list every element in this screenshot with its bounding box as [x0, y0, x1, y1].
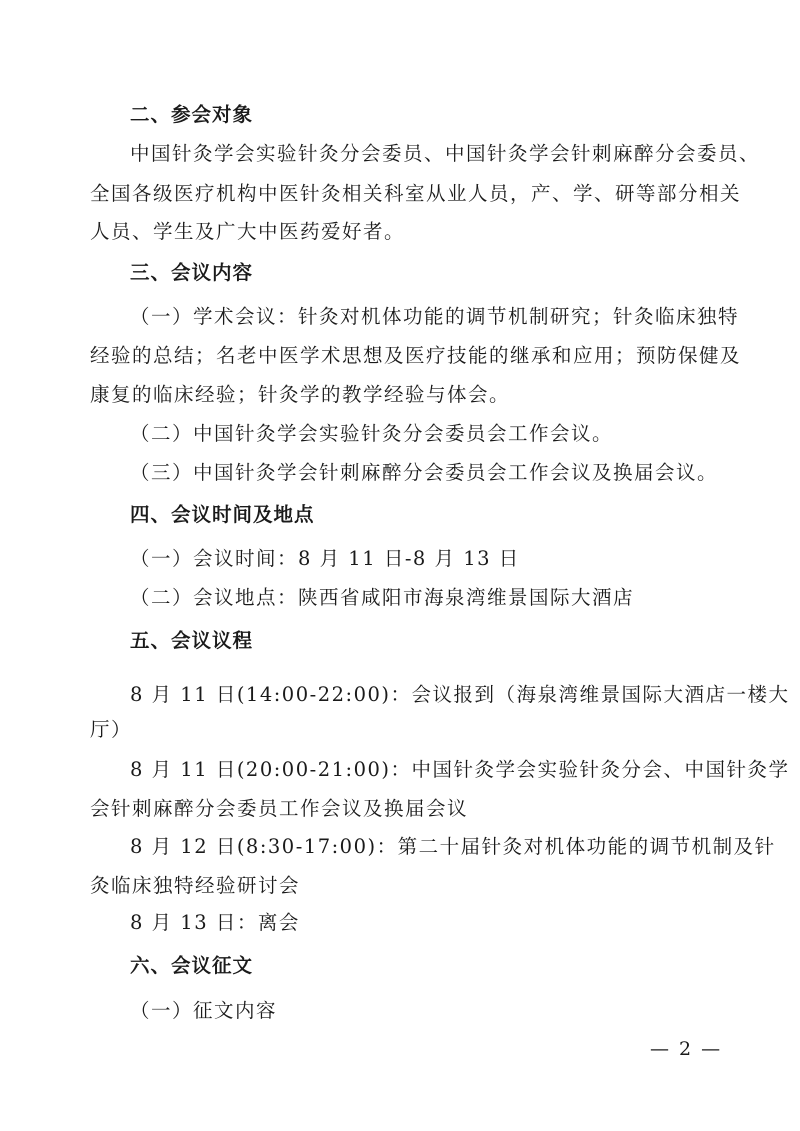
- paragraph-line: 8 月 11 日(20:00-21:00)：中国针灸学会实验针灸分会、中国针灸学: [130, 758, 790, 781]
- paragraph-line: 全国各级医疗机构中医针灸相关科室从业人员，产、学、研等部分相关: [90, 182, 742, 205]
- section-heading-agenda: 五、会议议程: [130, 629, 254, 652]
- paragraph-line: （二）会议地点：陕西省咸阳市海泉湾维景国际大酒店: [130, 586, 635, 609]
- paragraph-line: （二）中国针灸学会实验针灸分会委员会工作会议。: [130, 422, 614, 445]
- paragraph-line: 厅）: [90, 718, 133, 741]
- paragraph-line: 会针刺麻醉分会委员工作会议及换届会议: [90, 797, 469, 820]
- section-heading-attendees: 二、参会对象: [130, 103, 254, 126]
- paragraph-line: 人员、学生及广大中医药爱好者。: [90, 220, 406, 243]
- paragraph-line: 中国针灸学会实验针灸分会委员、中国针灸学会针刺麻醉分会委员、: [130, 142, 761, 165]
- paragraph-line: 8 月 13 日：离会: [130, 911, 300, 934]
- section-heading-time-place: 四、会议时间及地点: [130, 503, 315, 526]
- paragraph-line: （一）学术会议：针灸对机体功能的调节机制研究；针灸临床独特: [130, 305, 740, 328]
- paragraph-line: （一）会议时间：8 月 11 日-8 月 13 日: [130, 547, 520, 570]
- paragraph-line: （三）中国针灸学会针刺麻醉分会委员会工作会议及换届会议。: [130, 461, 719, 484]
- section-heading-papers: 六、会议征文: [130, 954, 254, 977]
- paragraph-line: 灸临床独特经验研讨会: [90, 874, 301, 897]
- paragraph-line: 8 月 12 日(8:30-17:00)：第二十届针灸对机体功能的调节机制及针: [130, 835, 776, 858]
- paragraph-line: （一）征文内容: [130, 999, 278, 1022]
- section-heading-content: 三、会议内容: [130, 261, 254, 284]
- paragraph-line: 经验的总结；名老中医学术思想及医疗技能的继承和应用；预防保健及: [90, 344, 742, 367]
- paragraph-line: 8 月 11 日(14:00-22:00)：会议报到（海泉湾维景国际大酒店一楼大: [130, 683, 790, 706]
- paragraph-line: 康复的临床经验；针灸学的教学经验与体会。: [90, 383, 511, 406]
- page-number: — 2 —: [650, 1038, 723, 1060]
